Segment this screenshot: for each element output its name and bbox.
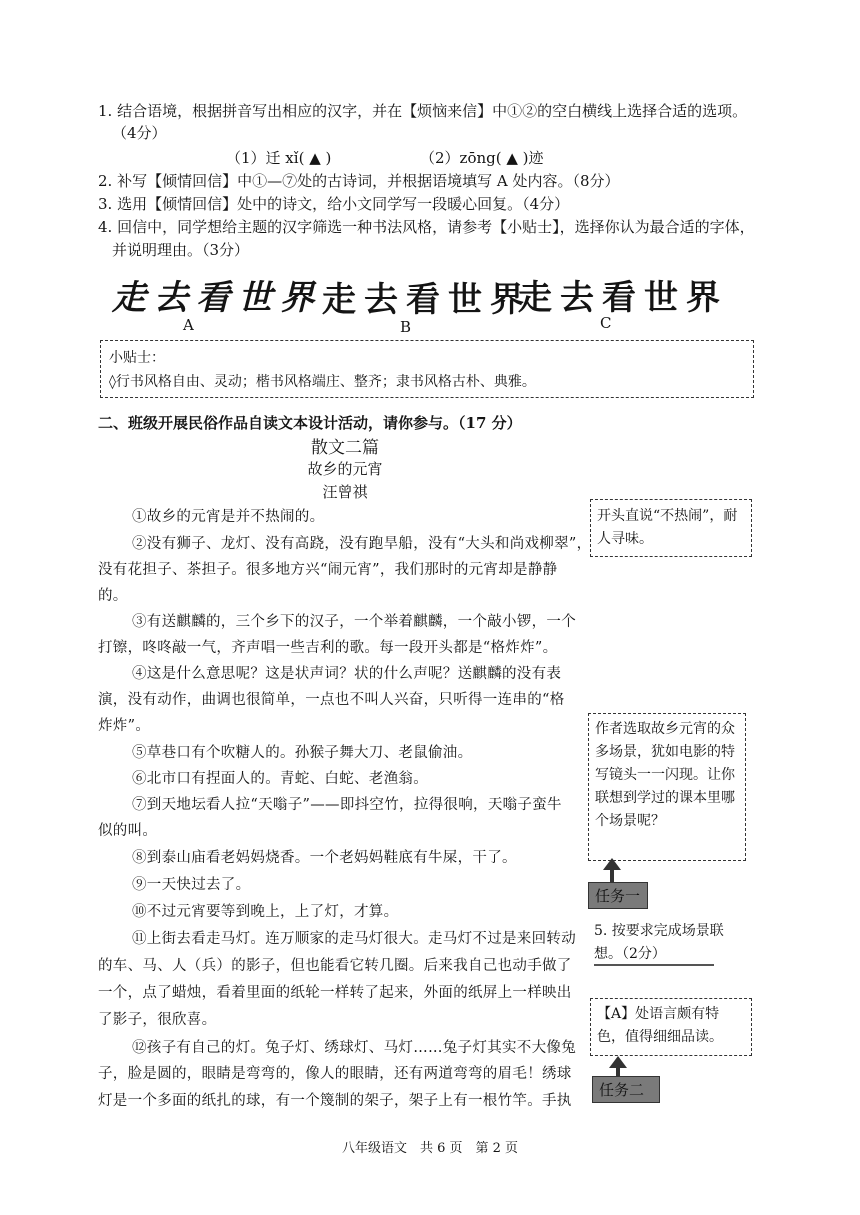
essay-paragraph-5: ⑤草巷口有个吹糖人的。孙猴子舞大刀、老鼠偷油。 — [132, 745, 473, 761]
section-2-heading: 二、班级开展民俗作品自读文本设计活动，请你参与。（17 分） — [98, 414, 522, 432]
question-2: 2. 补写【倾情回信】中①—⑦处的古诗词，并根据语境填写 A 处内容。（8分） — [98, 172, 620, 190]
margin-note-3: 【A】处语言颇有特色，值得细细品读。 — [590, 998, 752, 1056]
task-2-label: 任务二 — [592, 1076, 660, 1103]
tip-box — [100, 340, 754, 398]
question-1-item1: （1）迁 xǐ( ▲ ) — [226, 149, 332, 167]
question-1-line2: （4分） — [112, 124, 167, 142]
essay-paragraph-4-line2: 演，没有动作，曲调也很简单，一点也不叫人兴奋，只听得一连串的“格 — [98, 692, 565, 708]
question-4-line1: 4. 回信中，同学想给主题的汉字筛选一种书法风格，请参考【小贴士】，选择你认为最合适的字体， — [98, 218, 755, 236]
essay-paragraph-11-line2: 的车、马、人（兵）的影子，但也能看它转几圈。后来我自己也动手做了 — [98, 958, 572, 974]
calligraphy-label-c: C — [600, 314, 612, 332]
essay-paragraph-11-line3: 一个，点了蜡烛，看着里面的纸轮一样转了起来，外面的纸屏上一样映出 — [98, 985, 572, 1001]
essay-paragraph-7-line1: ⑦到天地坛看人拉“天嗡子”——即抖空竹，拉得很响，天嗡子蛮牛 — [132, 797, 562, 813]
essay-paragraph-7-line2: 似的叫。 — [98, 823, 158, 839]
calligraphy-sample-b: 走去看世界 — [322, 280, 532, 320]
task-1-label: 任务一 — [588, 882, 648, 909]
essay-paragraph-6: ⑥北市口有捏面人的。青蛇、白蛇、老渔翁。 — [132, 771, 428, 787]
question-1-item2: （2）zōng( ▲ )迹 — [420, 149, 544, 167]
essay-paragraph-12-line3: 灯是一个多面的纸扎的球，有一个篾制的架子，架子上有一根竹竿。手执 — [98, 1093, 572, 1109]
essay-paragraph-3-line1: ③有送麒麟的，三个乡下的汉子，一个举着麒麟，一个敲小锣，一个 — [132, 614, 576, 630]
essay-paragraph-1: ①故乡的元宵是并不热闹的。 — [132, 509, 325, 525]
essay-paragraph-2-line1: ②没有狮子、龙灯、没有高跷，没有跑旱船，没有“大头和尚戏柳翠”， — [132, 536, 592, 552]
essay-paragraph-10: ⑩不过元宵要等到晚上，上了灯，才算。 — [132, 904, 399, 920]
essay-paragraph-12-line2: 子，脸是圆的，眼睛是弯弯的，像人的眼睛，还有两道弯弯的眉毛！绣球 — [98, 1066, 572, 1082]
tip-title: 小贴士： — [109, 350, 165, 366]
essay-paragraph-3-line2: 打镲，咚咚敲一气，齐声唱一些吉利的歌。每一段开头都是“格炸炸”。 — [98, 640, 558, 656]
essay-paragraph-11-line1: ⑪上街去看走马灯。连万顺家的走马灯很大。走马灯不过是来回转动 — [132, 931, 576, 947]
essay-paragraph-9: ⑨一天快过去了。 — [132, 877, 251, 893]
essay-paragraph-2-line2: 没有花担子、茶担子。很多地方兴“闹元宵”，我们那时的元宵却是静静 — [98, 562, 558, 578]
essay-collection-title: 散文二篇 — [311, 438, 379, 458]
question-5: 5. 按要求完成场景联想。（2分） — [594, 923, 724, 962]
calligraphy-sample-a: 走去看世界 — [112, 278, 322, 318]
essay-title: 故乡的元宵 — [307, 460, 383, 478]
page-footer: 八年级语文 共 6 页 第 2 页 — [341, 1141, 519, 1156]
arrow-stem — [610, 869, 614, 883]
question-4-line2: 并说明理由。（3分） — [112, 241, 250, 259]
essay-paragraph-12-line1: ⑫孩子有自己的灯。兔子灯、绣球灯、马灯……兔子灯其实不大像兔 — [132, 1040, 576, 1056]
essay-paragraph-4-line1: ④这是什么意思呢？这是状声词？状的什么声呢？送麒麟的没有表 — [132, 666, 562, 682]
essay-paragraph-2-line3: 的。 — [98, 588, 128, 604]
calligraphy-label-b: B — [400, 318, 412, 336]
calligraphy-sample-c: 走去看世界 — [518, 278, 728, 318]
tip-body: ◊行书风格自由、灵动；楷书风格端庄、整齐；隶书风格古朴、典雅。 — [109, 374, 536, 390]
question-3: 3. 选用【倾情回信】处中的诗文，给小文同学写一段暖心回复。（4分） — [98, 195, 570, 213]
margin-note-2: 作者选取故乡元宵的众多场景，犹如电影的特写镜头一一闪现。让你联想到学过的课本里哪个场景呢？ — [588, 713, 746, 861]
question-1-line1: 1. 结合语境，根据拼音写出相应的汉字，并在【烦恼来信】中①②的空白横线上选择合适的选项。 — [98, 102, 748, 120]
essay-paragraph-11-line4: 了影子，很欣喜。 — [98, 1012, 217, 1028]
essay-paragraph-8: ⑧到泰山庙看老妈妈烧香。一个老妈妈鞋底有牛屎，干了。 — [132, 850, 517, 866]
margin-note-1: 开头直说“不热闹”，耐人寻味。 — [590, 499, 752, 557]
essay-author: 汪曾祺 — [322, 483, 368, 501]
question-5-underline — [594, 964, 714, 966]
essay-paragraph-4-line3: 炸炸”。 — [98, 718, 151, 734]
calligraphy-label-a: A — [183, 316, 194, 334]
